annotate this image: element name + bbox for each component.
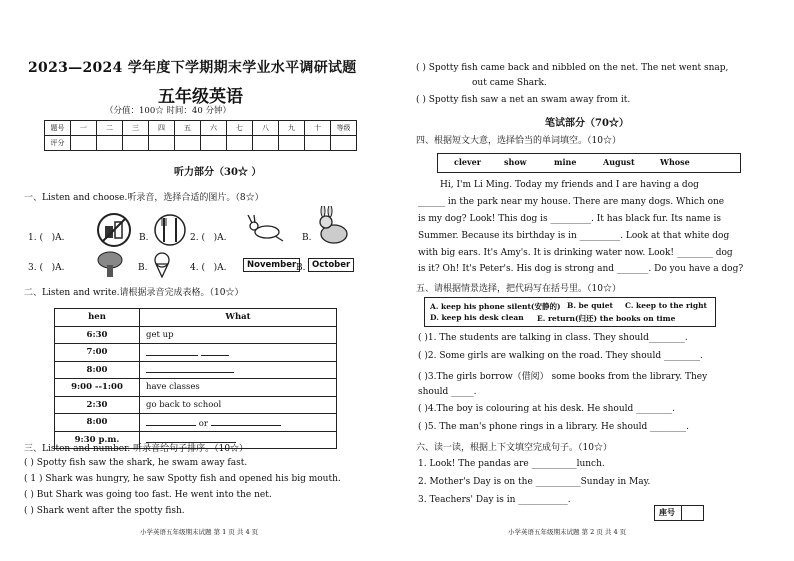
situation-item: ( )5. The man's phone rings in a library. He should ________. (418, 422, 690, 432)
table-row: 8:00 (55, 361, 337, 379)
sentence-item-cont: out came Shark. (472, 78, 547, 88)
score-header-cell: 八 (253, 121, 279, 136)
score-cell (279, 136, 305, 151)
page-footer: 小学英语五年级期末试题 第 1 页 共 4 页 (140, 528, 259, 536)
situation-item: ( )1. The students are talking in class. They should________. (418, 333, 688, 343)
q4-number: 4. ( )A. (190, 263, 227, 273)
passage-line: is it? Oh! It's Peter's. His dog is strong and _______. Do you have a dog? (418, 264, 744, 274)
q3-option-b: B. (138, 263, 148, 273)
q1-option-b: B. (139, 233, 149, 243)
sentence-item: ( ) Spotty fish came back and nibbled on the net. The net went snap, (416, 63, 729, 73)
word-option: August (603, 157, 635, 167)
ice-cream-icon (151, 252, 173, 278)
seat-label: 座号 (659, 507, 675, 517)
situation-item: ( )3.The girls borrow（借阅） some books from the library. They (418, 372, 708, 382)
page-footer: 小学英语五年级期末试题 第 2 页 共 4 页 (508, 528, 627, 536)
q2-number: 2. ( )A. (190, 233, 227, 243)
word-option: show (504, 157, 527, 167)
bread-drink-icon (96, 212, 132, 248)
score-header-cell: 一 (71, 121, 97, 136)
option-d: D. keep his desk clean (430, 313, 524, 322)
fill-sentence: 3. Teachers' Day is in ___________. (418, 495, 571, 505)
q2-option-b: B. (302, 233, 312, 243)
score-cell (331, 136, 357, 151)
grade-title: 五年级英语 (158, 87, 243, 107)
score-header-cell: 三 (123, 121, 149, 136)
situation-item: ( )4.The boy is colouring at his desk. He should ________. (418, 404, 676, 414)
score-header-cell: 题号 (45, 121, 71, 136)
fill-sentence: 1. Look! The pandas are __________lunch. (418, 459, 605, 469)
table-row: 9:00 --1:00 have classes (55, 379, 337, 397)
col-what-header: What (140, 309, 337, 327)
section3-heading: 三、Listen and number. 听录音给句子排序。（10☆） (24, 444, 249, 454)
score-cell (97, 136, 123, 151)
rabbit-jumping-icon (245, 214, 285, 244)
sentence-item: ( ) Shark went after the spotty fish. (24, 506, 185, 516)
section2-heading: 二、Listen and write.请根据录音完成表格。（10☆） (24, 288, 244, 298)
q3-number: 3. ( )A. (28, 263, 65, 273)
score-header-cell: 等级 (331, 121, 357, 136)
writing-heading: 笔试部分（70☆） (545, 118, 629, 129)
passage-line: Hi, I'm Li Ming. Today my friends and I are having a dog (440, 180, 699, 190)
passage-line: Summer. Because its birthday is in _________. Look at that white dog (418, 231, 730, 241)
fork-knife-icon (153, 212, 187, 248)
tree-icon (96, 250, 124, 278)
option-a: A. keep his phone silent(安静的) (430, 302, 561, 311)
score-header-cell: 十 (305, 121, 331, 136)
table-row: 7:00 (55, 344, 337, 362)
section5-heading: 五、请根据情景选择，把代码写在括号里。（10☆） (416, 284, 621, 294)
schedule-table (54, 308, 337, 449)
option-c: C. keep to the right (625, 301, 707, 310)
sentence-item: ( ) Spotty fish saw a net an swam away from it. (416, 95, 631, 105)
october-option: October (308, 258, 354, 272)
q4-option-b: B. (296, 263, 306, 273)
november-option: November (243, 258, 300, 272)
situation-item: ( )2. Some girls are walking on the road. They should ________. (418, 351, 703, 361)
left-page (20, 0, 390, 561)
sentence-item: ( ) Spotty fish saw the shark, he swam away fast. (24, 458, 248, 468)
score-cell (305, 136, 331, 151)
options-box (424, 297, 716, 327)
table-row: 2:30 go back to school (55, 396, 337, 414)
score-cell (227, 136, 253, 151)
score-cell (201, 136, 227, 151)
q1-number: 1. ( )A. (28, 233, 65, 243)
passage-line: is my dog? Look! This dog is _________. It has black fur. Its name is (418, 214, 721, 224)
sentence-item: ( ) But Shark was going too fast. He went into the net. (24, 490, 272, 500)
option-b: B. be quiet (567, 301, 613, 310)
right-page (410, 0, 780, 561)
word-option: mine (554, 157, 577, 167)
exam-title: 2023—2024 学年度下学期期末学业水平调研试题 (28, 60, 357, 76)
col-when-header: hen (55, 309, 140, 327)
word-bank (437, 153, 741, 173)
sentence-item: ( 1 ) Shark was hungry, he saw Spotty fish and opened his big mouth. (24, 474, 341, 484)
situation-item-cont: should _____. (418, 387, 477, 397)
word-option: clever (454, 157, 481, 167)
score-header-cell: 二 (97, 121, 123, 136)
exam-meta: （分值：100☆ 时间：40 分钟） (105, 106, 231, 116)
rabbit-sitting-icon (312, 206, 352, 246)
table-row: 8:00 or (55, 414, 337, 432)
score-header-cell: 七 (227, 121, 253, 136)
word-option: Whose (660, 157, 690, 167)
score-cell (123, 136, 149, 151)
score-header-cell: 四 (149, 121, 175, 136)
score-header-cell: 五 (175, 121, 201, 136)
passage-line: ______ in the park near my house. There are many dogs. Which one (418, 197, 725, 207)
passage-line: with big ears. It's Amy's. It is drinking water now. Look! ________ dog (418, 248, 733, 258)
score-cell (71, 136, 97, 151)
section6-heading: 六、读一读，根据上下文填空完成句子。（10☆） (416, 443, 612, 453)
seat-number-box (654, 505, 704, 521)
option-e: E. return(归还) the books on time (537, 314, 676, 323)
section4-heading: 四、根据短文大意，选择恰当的单词填空。（10☆） (416, 136, 621, 146)
table-row: 6:30 get up (55, 326, 337, 344)
score-header-cell: 六 (201, 121, 227, 136)
table-row: 9:30 p.m. (55, 431, 337, 449)
score-row-label: 评分 (45, 136, 71, 151)
score-cell (149, 136, 175, 151)
score-cell (175, 136, 201, 151)
score-table (44, 120, 357, 151)
listening-heading: 听力部分（30☆ ） (174, 167, 262, 178)
fill-sentence: 2. Mother's Day is on the __________Sunday in May. (418, 477, 651, 487)
score-header-cell: 九 (279, 121, 305, 136)
score-cell (253, 136, 279, 151)
section1-heading: 一、Listen and choose.听录音，选择合适的图片。（8☆） (24, 193, 264, 203)
